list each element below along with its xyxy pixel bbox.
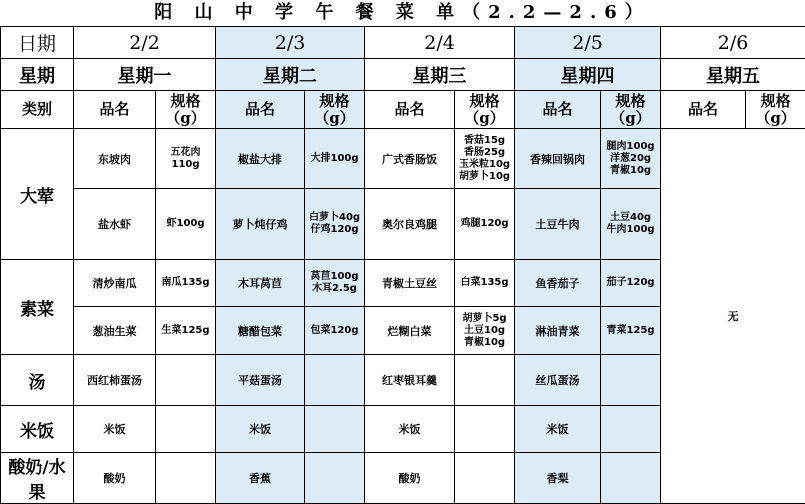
dish-name: 糖醋包菜 <box>216 307 305 355</box>
weekday-cell: 星期一 <box>74 59 216 91</box>
date-cell: 2/2 <box>74 27 216 59</box>
spec-line: 香菇15g <box>455 135 514 147</box>
dish-name: 奥尔良鸡腿 <box>365 189 455 260</box>
spec-line: 腿肉100g <box>601 141 660 153</box>
date-label: 日期 <box>1 27 74 59</box>
weekday-row <box>1 59 805 91</box>
dish-spec <box>305 355 365 406</box>
spec-header: 规格（g） <box>156 91 216 129</box>
dish-spec <box>305 453 365 504</box>
dish-spec <box>156 355 216 406</box>
dish-name: 米饭 <box>515 406 601 453</box>
spec-line: 胡萝卜5g <box>455 313 514 325</box>
spec-line: 白菜135g <box>455 277 514 289</box>
dish-spec <box>455 129 515 189</box>
dish-name: 酸奶 <box>74 453 156 504</box>
spec-line: 白萝卜40g <box>305 212 364 224</box>
spec-line: 鸡腿120g <box>455 218 514 230</box>
dish-spec <box>305 406 365 453</box>
date-cell: 2/5 <box>515 27 661 59</box>
dish-spec <box>601 453 661 504</box>
dish-name: 土豆牛肉 <box>515 189 601 260</box>
spec-line: 大排100g <box>305 153 364 165</box>
dish-spec <box>305 129 365 189</box>
dish-name: 丝瓜蛋汤 <box>515 355 601 406</box>
spec-line: 青菜125g <box>601 325 660 337</box>
dish-spec <box>156 189 216 260</box>
dish-name: 青椒土豆丝 <box>365 260 455 307</box>
date-cell: 2/3 <box>216 27 365 59</box>
spec-line: 生菜125g <box>156 325 215 337</box>
column-header-row <box>1 91 805 129</box>
dish-spec <box>601 307 661 355</box>
weekday-cell: 星期三 <box>365 59 515 91</box>
dish-spec <box>455 355 515 406</box>
spec-line: 青椒10g <box>601 165 660 177</box>
dish-name: 烂糊白菜 <box>365 307 455 355</box>
dish-spec <box>305 189 365 260</box>
category-label: 大荤 <box>1 129 74 260</box>
weekday-cell: 星期二 <box>216 59 365 91</box>
spec-line: 香肠25g <box>455 147 514 159</box>
dish-name: 萝卜炖仔鸡 <box>216 189 305 260</box>
dish-spec <box>455 406 515 453</box>
spec-line: 洋葱20g <box>601 153 660 165</box>
spec-line: 五花肉 <box>156 147 215 159</box>
weekday-cell: 星期五 <box>661 59 805 91</box>
dish-spec <box>455 453 515 504</box>
dish-name: 米饭 <box>74 406 156 453</box>
dish-name: 西红柿蛋汤 <box>74 355 156 406</box>
dish-spec <box>601 260 661 307</box>
page-title: 阳 山 中 学 午 餐 菜 单（2.2—2.6） <box>0 0 805 26</box>
dish-spec <box>601 355 661 406</box>
menu-row <box>1 129 805 189</box>
spec-line: 仔鸡120g <box>305 224 364 236</box>
lunch-menu-table <box>0 26 805 504</box>
dish-name: 香梨 <box>515 453 601 504</box>
dish-spec <box>156 406 216 453</box>
spec-line: 青椒10g <box>455 337 514 349</box>
dish-name: 酸奶 <box>365 453 455 504</box>
category-label: 汤 <box>1 355 74 406</box>
dish-spec <box>601 129 661 189</box>
category-label: 酸奶/水果 <box>1 453 74 504</box>
dish-name: 葱油生菜 <box>74 307 156 355</box>
dish-name: 香蕉 <box>216 453 305 504</box>
dish-name: 香辣回锅肉 <box>515 129 601 189</box>
spec-line: 110g <box>156 159 215 171</box>
weekday-label: 星期 <box>1 59 74 91</box>
spec-line: 包菜120g <box>305 325 364 337</box>
dish-name: 椒盐大排 <box>216 129 305 189</box>
dish-name: 平菇蛋汤 <box>216 355 305 406</box>
spec-line: 木耳2.5g <box>305 283 364 295</box>
dish-name: 盐水虾 <box>74 189 156 260</box>
dish-spec <box>156 453 216 504</box>
dish-spec <box>455 307 515 355</box>
spec-line: 牛肉100g <box>601 224 660 236</box>
category-header: 类别 <box>1 91 74 129</box>
dish-name: 米饭 <box>216 406 305 453</box>
dish-name: 米饭 <box>365 406 455 453</box>
date-cell: 2/6 <box>661 27 805 59</box>
friday-no-meal: 无 <box>661 129 805 504</box>
dish-name: 广式香肠饭 <box>365 129 455 189</box>
spec-line: 胡萝卜10g <box>455 171 514 183</box>
dish-header: 品名 <box>365 91 455 129</box>
dish-spec <box>601 189 661 260</box>
spec-line: 南瓜135g <box>156 277 215 289</box>
spec-line: 土豆40g <box>601 212 660 224</box>
spec-line: 莴苣100g <box>305 271 364 283</box>
weekday-cell: 星期四 <box>515 59 661 91</box>
dish-header: 品名 <box>216 91 305 129</box>
dish-name: 淋油青菜 <box>515 307 601 355</box>
dish-spec <box>305 307 365 355</box>
dish-spec <box>455 260 515 307</box>
dish-name: 鱼香茄子 <box>515 260 601 307</box>
dish-name: 木耳莴苣 <box>216 260 305 307</box>
dish-spec <box>455 189 515 260</box>
spec-header: 规格（g） <box>305 91 365 129</box>
spec-header: 规格（g） <box>746 91 805 129</box>
dish-header: 品名 <box>74 91 156 129</box>
dish-spec <box>601 406 661 453</box>
category-label: 米饭 <box>1 406 74 453</box>
dish-spec <box>156 260 216 307</box>
dish-spec <box>156 129 216 189</box>
spec-header: 规格（g） <box>455 91 515 129</box>
dish-spec <box>305 260 365 307</box>
dish-name: 红枣银耳羹 <box>365 355 455 406</box>
date-cell: 2/4 <box>365 27 515 59</box>
dish-spec <box>156 307 216 355</box>
spec-header: 规格（g） <box>601 91 661 129</box>
dish-header: 品名 <box>515 91 601 129</box>
category-label: 素菜 <box>1 260 74 355</box>
spec-line: 茄子120g <box>601 277 660 289</box>
dish-header: 品名 <box>661 91 746 129</box>
dish-name: 清炒南瓜 <box>74 260 156 307</box>
spec-line: 虾100g <box>156 218 215 230</box>
spec-line: 玉米粒10g <box>455 159 514 171</box>
spec-line: 土豆10g <box>455 325 514 337</box>
dish-name: 东坡肉 <box>74 129 156 189</box>
date-row <box>1 27 805 59</box>
